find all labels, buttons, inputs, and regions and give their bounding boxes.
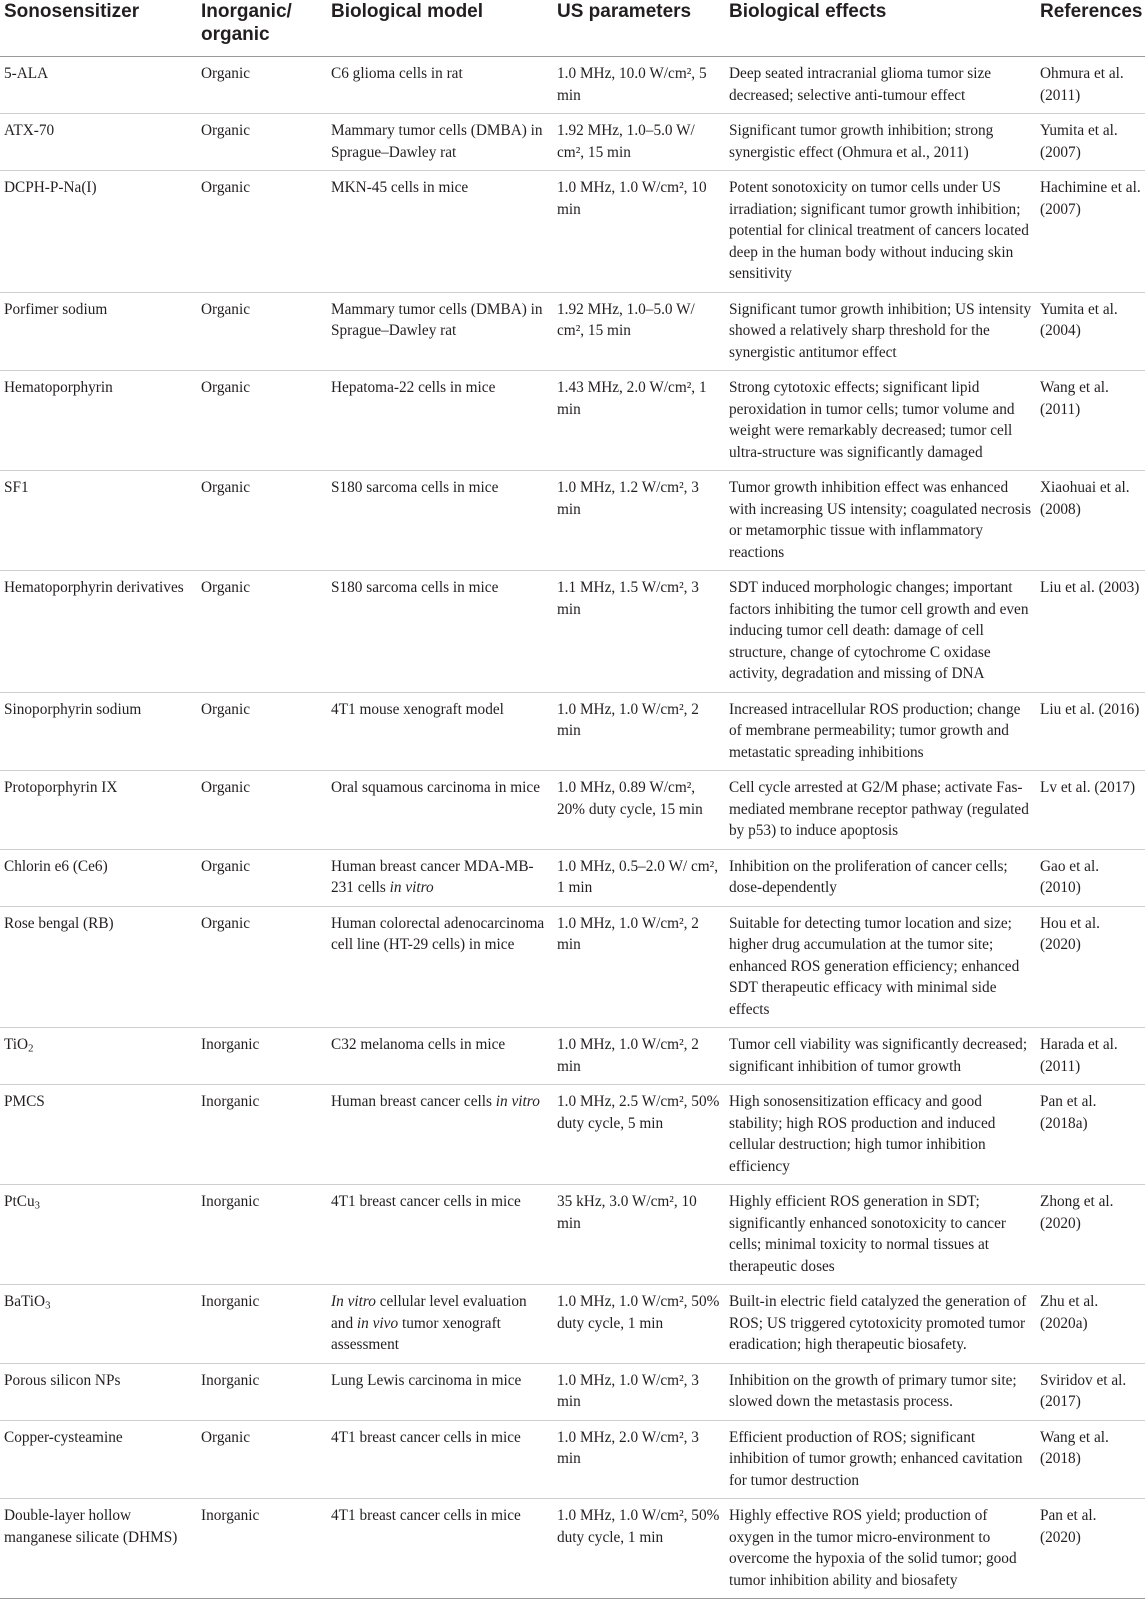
formula-subscript: 2 xyxy=(28,1042,34,1055)
cell-model: Oral squamous carcinoma in mice xyxy=(327,771,553,850)
cell-effects: Efficient production of ROS; significant inhibition of tumor growth; enhanced cavitation for tumor destruction xyxy=(725,1420,1036,1499)
cell-type: Inorganic xyxy=(197,1499,327,1599)
cell-type: Organic xyxy=(197,849,327,906)
cell-type: Organic xyxy=(197,571,327,693)
cell-reference: Wang et al. (2011) xyxy=(1036,371,1145,471)
cell-model: Hepatoma-22 cells in mice xyxy=(327,371,553,471)
cell-reference: Zhu et al. (2020a) xyxy=(1036,1285,1145,1364)
cell-model xyxy=(327,1285,553,1364)
cell-us-parameters: 1.43 MHz, 2.0 W/cm², 1 min xyxy=(553,371,725,471)
cell-us-parameters: 1.0 MHz, 10.0 W/cm², 5 min xyxy=(553,57,725,114)
model-italic: in vitro xyxy=(495,1093,540,1110)
cell-model: Mammary tumor cells (DMBA) in Sprague–Dawley rat xyxy=(327,292,553,371)
cell-us-parameters: 1.0 MHz, 1.2 W/cm², 3 min xyxy=(553,471,725,571)
cell-us-parameters: 1.0 MHz, 2.0 W/cm², 3 min xyxy=(553,1420,725,1499)
cell-sonosensitizer: Double-layer hollow manganese silicate (DHMS) xyxy=(0,1499,197,1599)
cell-sonosensitizer: Porfimer sodium xyxy=(0,292,197,371)
cell-reference: Liu et al. (2016) xyxy=(1036,692,1145,771)
table-row xyxy=(0,171,1145,293)
cell-model: Mammary tumor cells (DMBA) in Sprague–Dawley rat xyxy=(327,114,553,171)
cell-sonosensitizer: Rose bengal (RB) xyxy=(0,906,197,1028)
cell-type: Organic xyxy=(197,371,327,471)
cell-us-parameters: 1.0 MHz, 1.0 W/cm², 10 min xyxy=(553,171,725,293)
cell-reference: Lv et al. (2017) xyxy=(1036,771,1145,850)
cell-type: Inorganic xyxy=(197,1363,327,1420)
cell-effects: Built-in electric field catalyzed the generation of ROS; US triggered cytotoxicity promoted tumor eradication; high therapeutic biosafety. xyxy=(725,1285,1036,1364)
cell-effects: Cell cycle arrested at G2/M phase; activate Fas-mediated membrane receptor pathway (regulated by p53) to induce apoptosis xyxy=(725,771,1036,850)
cell-sonosensitizer: Porous silicon NPs xyxy=(0,1363,197,1420)
table-row xyxy=(0,849,1145,906)
cell-model: S180 sarcoma cells in mice xyxy=(327,471,553,571)
cell-sonosensitizer: Chlorin e6 (Ce6) xyxy=(0,849,197,906)
cell-sonosensitizer xyxy=(0,1285,197,1364)
cell-type: Organic xyxy=(197,692,327,771)
cell-sonosensitizer xyxy=(0,1185,197,1285)
cell-type: Organic xyxy=(197,771,327,850)
cell-effects: Increased intracellular ROS production; change of membrane permeability; tumor growth and metastatic spreading inhibitions xyxy=(725,692,1036,771)
cell-reference: Wang et al. (2018) xyxy=(1036,1420,1145,1499)
cell-model: MKN-45 cells in mice xyxy=(327,171,553,293)
cell-us-parameters: 1.92 MHz, 1.0–5.0 W/ cm², 15 min xyxy=(553,292,725,371)
table-row xyxy=(0,114,1145,171)
table-row xyxy=(0,1185,1145,1285)
cell-reference: Xiaohuai et al. (2008) xyxy=(1036,471,1145,571)
cell-reference: Liu et al. (2003) xyxy=(1036,571,1145,693)
cell-effects: Tumor growth inhibition effect was enhanced with increasing US intensity; coagulated necrosis or metamorphic tissue with inflammatory reactions xyxy=(725,471,1036,571)
formula-base: TiO xyxy=(4,1036,29,1053)
cell-reference: Yumita et al. (2004) xyxy=(1036,292,1145,371)
cell-sonosensitizer: Copper-cysteamine xyxy=(0,1420,197,1499)
cell-model: 4T1 breast cancer cells in mice xyxy=(327,1420,553,1499)
cell-model: Human colorectal adenocarcinoma cell line (HT-29 cells) in mice xyxy=(327,906,553,1028)
header-us-parameters: US parameters xyxy=(553,0,725,57)
cell-sonosensitizer: PMCS xyxy=(0,1085,197,1185)
cell-reference: Hou et al. (2020) xyxy=(1036,906,1145,1028)
cell-effects: Inhibition on the growth of primary tumor site; slowed down the metastasis process. xyxy=(725,1363,1036,1420)
header-inorganic-organic: Inorganic/ organic xyxy=(197,0,327,57)
model-italic: in vitro xyxy=(389,879,434,896)
table-row xyxy=(0,571,1145,693)
table-row xyxy=(0,1499,1145,1599)
cell-model: S180 sarcoma cells in mice xyxy=(327,571,553,693)
cell-us-parameters: 1.0 MHz, 1.0 W/cm², 2 min xyxy=(553,692,725,771)
cell-sonosensitizer: ATX-70 xyxy=(0,114,197,171)
cell-reference: Harada et al. (2011) xyxy=(1036,1028,1145,1085)
cell-reference: Gao et al. (2010) xyxy=(1036,849,1145,906)
cell-sonosensitizer: Sinoporphyrin sodium xyxy=(0,692,197,771)
cell-sonosensitizer xyxy=(0,1028,197,1085)
cell-type: Inorganic xyxy=(197,1185,327,1285)
cell-effects: Inhibition on the proliferation of cancer cells; dose-dependently xyxy=(725,849,1036,906)
cell-reference: Yumita et al. (2007) xyxy=(1036,114,1145,171)
model-text: Human breast cancer MDA-MB-231 cells xyxy=(331,857,534,896)
cell-reference: Sviridov et al. (2017) xyxy=(1036,1363,1145,1420)
header-biological-model: Biological model xyxy=(327,0,553,57)
cell-effects: Deep seated intracranial glioma tumor size decreased; selective anti-tumour effect xyxy=(725,57,1036,114)
cell-model xyxy=(327,849,553,906)
cell-sonosensitizer: Hematoporphyrin xyxy=(0,371,197,471)
cell-effects: High sonosensitization efficacy and good stability; high ROS production and induced cellular destruction; high tumor inhibition efficiency xyxy=(725,1085,1036,1185)
cell-effects: Significant tumor growth inhibition; strong synergistic effect (Ohmura et al., 2011) xyxy=(725,114,1036,171)
cell-type: Organic xyxy=(197,471,327,571)
header-biological-effects: Biological effects xyxy=(725,0,1036,57)
table-row xyxy=(0,1085,1145,1185)
cell-reference: Ohmura et al. (2011) xyxy=(1036,57,1145,114)
cell-us-parameters: 1.0 MHz, 1.0 W/cm², 50% duty cycle, 1 min xyxy=(553,1285,725,1364)
cell-type: Organic xyxy=(197,114,327,171)
formula-subscript: 3 xyxy=(34,1199,40,1212)
cell-us-parameters: 1.0 MHz, 1.0 W/cm², 2 min xyxy=(553,906,725,1028)
table-row xyxy=(0,292,1145,371)
cell-us-parameters: 1.0 MHz, 1.0 W/cm², 3 min xyxy=(553,1363,725,1420)
formula-subscript: 3 xyxy=(45,1299,51,1312)
table-row xyxy=(0,771,1145,850)
cell-reference: Pan et al. (2020) xyxy=(1036,1499,1145,1599)
cell-type: Organic xyxy=(197,292,327,371)
cell-type: Organic xyxy=(197,1420,327,1499)
cell-us-parameters: 35 kHz, 3.0 W/cm², 10 min xyxy=(553,1185,725,1285)
header-references: References xyxy=(1036,0,1145,57)
cell-effects: Suitable for detecting tumor location and size; higher drug accumulation at the tumor site; enhanced ROS generation efficiency; enhanced SDT therapeutic efficacy with minimal side effects xyxy=(725,906,1036,1028)
model-italic: In vitro xyxy=(331,1293,376,1310)
table-row xyxy=(0,1363,1145,1420)
cell-effects: Tumor cell viability was significantly decreased; significant inhibition of tumor growth xyxy=(725,1028,1036,1085)
model-text: Human breast cancer cells xyxy=(331,1093,496,1110)
table-row xyxy=(0,471,1145,571)
model-text: tumor xenograft assessment xyxy=(331,1314,501,1353)
cell-model xyxy=(327,1085,553,1185)
cell-type: Organic xyxy=(197,906,327,1028)
cell-model: C32 melanoma cells in mice xyxy=(327,1028,553,1085)
cell-model: 4T1 mouse xenograft model xyxy=(327,692,553,771)
cell-sonosensitizer: Hematoporphyrin derivatives xyxy=(0,571,197,693)
cell-sonosensitizer: SF1 xyxy=(0,471,197,571)
table-row xyxy=(0,1420,1145,1499)
table-row xyxy=(0,57,1145,114)
cell-effects: SDT induced morphologic changes; important factors inhibiting the tumor cell growth and even inducing tumor cell death: damage of cell structure, change of cytochrome C oxidase activity, degradation and missing of DNA xyxy=(725,571,1036,693)
cell-us-parameters: 1.0 MHz, 1.0 W/cm², 2 min xyxy=(553,1028,725,1085)
cell-model: Lung Lewis carcinoma in mice xyxy=(327,1363,553,1420)
model-text: cellular level evaluation and xyxy=(331,1293,527,1332)
cell-reference: Hachimine et al. (2007) xyxy=(1036,171,1145,293)
cell-type: Organic xyxy=(197,57,327,114)
cell-model: C6 glioma cells in rat xyxy=(327,57,553,114)
cell-us-parameters: 1.0 MHz, 1.0 W/cm², 50% duty cycle, 1 min xyxy=(553,1499,725,1599)
cell-us-parameters: 1.0 MHz, 2.5 W/cm², 50% duty cycle, 5 min xyxy=(553,1085,725,1185)
cell-sonosensitizer: 5-ALA xyxy=(0,57,197,114)
table-row xyxy=(0,1285,1145,1364)
model-italic: in vivo xyxy=(356,1314,399,1332)
cell-type: Organic xyxy=(197,171,327,293)
cell-sonosensitizer: Protoporphyrin IX xyxy=(0,771,197,850)
table-row xyxy=(0,906,1145,1028)
cell-model: 4T1 breast cancer cells in mice xyxy=(327,1499,553,1599)
cell-reference: Zhong et al. (2020) xyxy=(1036,1185,1145,1285)
table-row xyxy=(0,692,1145,771)
cell-type: Inorganic xyxy=(197,1285,327,1364)
table-header-row xyxy=(0,0,1145,57)
cell-type: Inorganic xyxy=(197,1085,327,1185)
cell-us-parameters: 1.92 MHz, 1.0–5.0 W/ cm², 15 min xyxy=(553,114,725,171)
cell-type: Inorganic xyxy=(197,1028,327,1085)
cell-effects: Significant tumor growth inhibition; US intensity showed a relatively sharp threshold for the synergistic antitumor effect xyxy=(725,292,1036,371)
cell-effects: Highly effective ROS yield; production of oxygen in the tumor micro-environment to overcome the hypoxia of the solid tumor; good tumor inhibition ability and biosafety xyxy=(725,1499,1036,1599)
cell-us-parameters: 1.0 MHz, 0.89 W/cm², 20% duty cycle, 15 min xyxy=(553,771,725,850)
cell-effects: Potent sonotoxicity on tumor cells under US irradiation; significant tumor growth inhibition; potential for clinical treatment of cancers located deep in the human body without inducing skin sensitivity xyxy=(725,171,1036,293)
cell-us-parameters: 1.1 MHz, 1.5 W/cm², 3 min xyxy=(553,571,725,693)
cell-effects: Highly efficient ROS generation in SDT; significantly enhanced sonotoxicity to cancer cells; minimal toxicity to normal tissues at therapeutic doses xyxy=(725,1185,1036,1285)
cell-reference: Pan et al. (2018a) xyxy=(1036,1085,1145,1185)
formula-base: BaTiO xyxy=(4,1293,46,1310)
cell-sonosensitizer: DCPH-P-Na(I) xyxy=(0,171,197,293)
cell-model: 4T1 breast cancer cells in mice xyxy=(327,1185,553,1285)
cell-effects: Strong cytotoxic effects; significant lipid peroxidation in tumor cells; tumor volume and weight were remarkably decreased; tumor cell ultra-structure was significantly damaged xyxy=(725,371,1036,471)
table-row xyxy=(0,371,1145,471)
table-row xyxy=(0,1028,1145,1085)
header-sonosensitizer: Sonosensitizer xyxy=(0,0,197,57)
formula-base: PtCu xyxy=(4,1193,35,1210)
cell-us-parameters: 1.0 MHz, 0.5–2.0 W/ cm², 1 min xyxy=(553,849,725,906)
